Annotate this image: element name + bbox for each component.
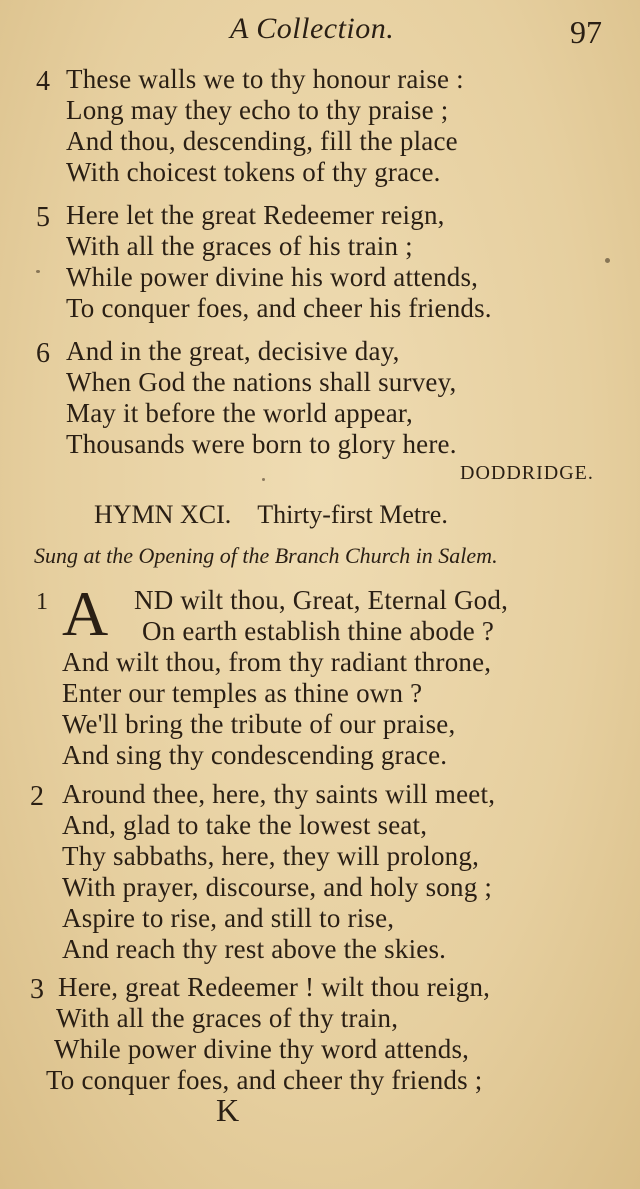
stanza-number: 1: [36, 589, 48, 615]
signature-mark: K: [216, 1092, 240, 1128]
verse-line: While power divine thy word attends,: [54, 1034, 470, 1064]
verse-line: With choicest tokens of thy grace.: [66, 157, 441, 187]
verse-line: And sing thy condescending grace.: [62, 740, 448, 770]
verse-line: Here let the great Redeemer reign,: [66, 200, 445, 230]
verse-line: We'll bring the tribute of our praise,: [62, 709, 456, 739]
verse-line: And in the great, decisive day,: [66, 336, 400, 366]
verse-line: And, glad to take the lowest seat,: [62, 810, 428, 840]
verse-line: And thou, descending, fill the place: [66, 126, 458, 156]
drop-cap: A: [62, 578, 109, 649]
verse-line: May it before the world appear,: [66, 398, 413, 428]
verse-line: Enter our temples as thine own ?: [62, 678, 423, 708]
verse-line: When God the nations shall survey,: [66, 367, 457, 397]
stanza-number: 2: [30, 781, 44, 812]
stanza-number: 5: [36, 202, 50, 233]
verse-line: While power divine his word attends,: [66, 262, 479, 292]
verse-line: With all the graces of thy train,: [56, 1003, 399, 1033]
verse-line: ND wilt thou, Great, Eternal God,: [134, 585, 509, 615]
hymn-metre: Thirty-first Metre.: [257, 500, 448, 529]
stanza-number: 4: [36, 66, 50, 97]
verse-line: To conquer foes, and cheer thy friends ;: [46, 1065, 483, 1095]
ink-speck: [36, 270, 40, 273]
hymn-heading: [94, 500, 448, 530]
hymn-occasion: Sung at the Opening of the Branch Church in Salem.: [34, 543, 498, 568]
verse-line: Around thee, here, thy saints will meet,: [62, 779, 496, 809]
verse-line: Thy sabbaths, here, they will prolong,: [62, 841, 480, 871]
verse-line: And wilt thou, from thy radiant throne,: [62, 647, 492, 677]
page-number: 97: [570, 14, 602, 50]
verse-line: And reach thy rest above the skies.: [62, 934, 447, 964]
verse-line: With prayer, discourse, and holy song ;: [62, 872, 493, 902]
verse-line: Here, great Redeemer ! wilt thou reign,: [58, 972, 491, 1002]
verse-line: On earth establish thine abode ?: [142, 616, 495, 646]
running-title: A Collection.: [230, 12, 395, 45]
stanza-number: 6: [36, 338, 50, 369]
hymn-title: HYMN XCI.: [94, 500, 232, 529]
ink-speck: [605, 258, 610, 263]
verse-line: Aspire to rise, and still to rise,: [62, 903, 395, 933]
verse-line: To conquer foes, and cheer his friends.: [66, 293, 492, 323]
author-attribution: DODDRIDGE.: [460, 462, 594, 484]
verse-line: With all the graces of his train ;: [66, 231, 413, 261]
ink-speck: [262, 478, 265, 481]
stanza-number: 3: [30, 974, 44, 1005]
verse-line: Thousands were born to glory here.: [66, 429, 457, 459]
verse-line: Long may they echo to thy praise ;: [66, 95, 449, 125]
verse-line: These walls we to thy honour raise :: [66, 64, 464, 94]
